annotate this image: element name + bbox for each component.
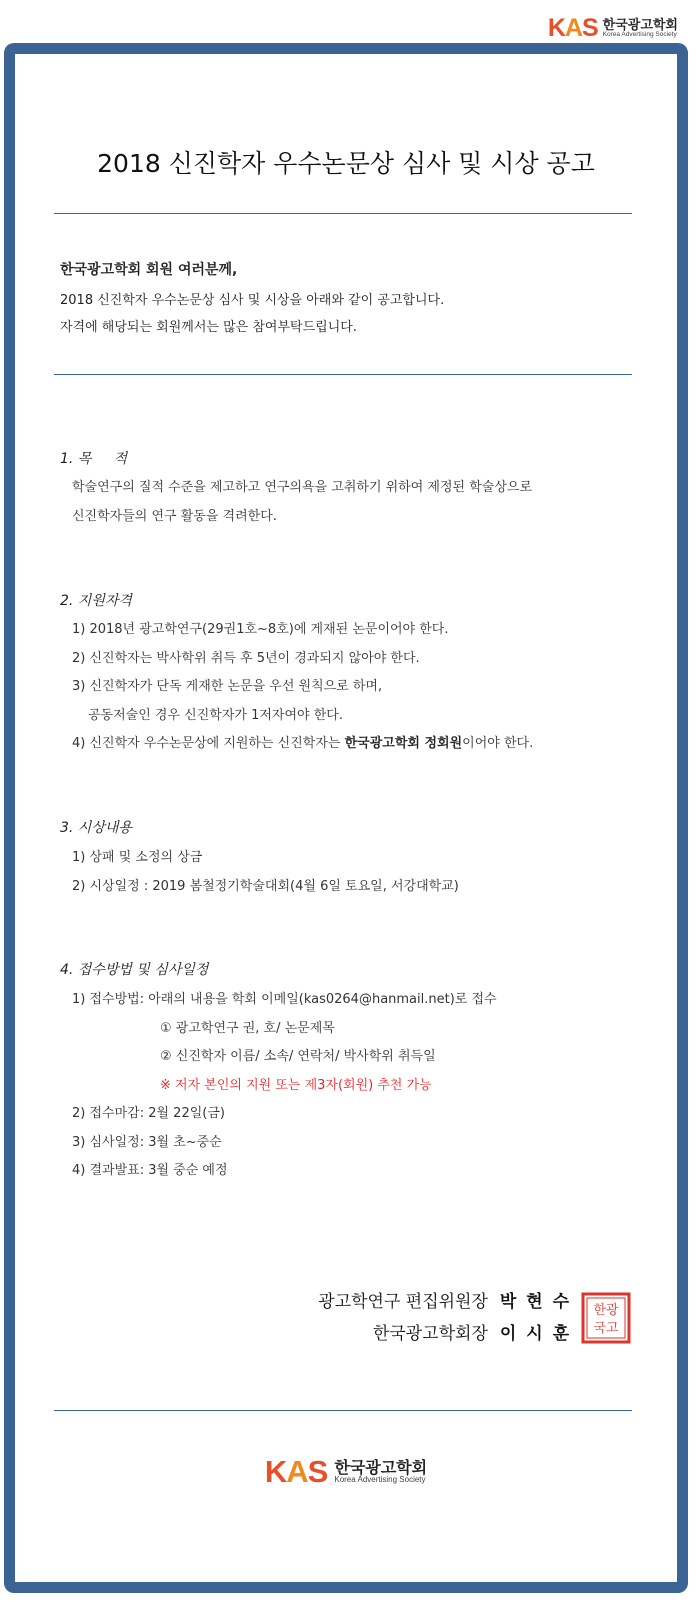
intro-line: 2018 신진학자 우수논문상 심사 및 시상을 아래와 같이 공고합니다. xyxy=(60,293,445,308)
logo-english: Korea Advertising Society xyxy=(602,30,677,38)
kas-logo-mark: KAS xyxy=(547,14,598,42)
section-body-eligibility xyxy=(72,616,533,759)
logo-korean: 한국광고학회 xyxy=(334,1458,428,1477)
section-body-purpose xyxy=(72,474,532,531)
signer-name: 이 시 훈 xyxy=(499,1324,571,1344)
list-item: 2) 접수마감: 2월 22일(금) xyxy=(72,1106,225,1121)
footer-logo xyxy=(15,1454,677,1490)
list-item: 1) 상패 및 소정의 상금 xyxy=(72,850,203,865)
logo-text xyxy=(603,19,678,39)
body-line: 신진학자들의 연구 활동을 격려한다. xyxy=(72,508,277,524)
signature-block xyxy=(318,1286,631,1350)
sub-item: ② 신진학자 이름/ 소속/ 연락처/ 박사학위 취득일 xyxy=(160,1049,436,1064)
section-title-submission: 4. 접수방법 및 심사일정 xyxy=(60,962,209,978)
section-title-eligibility: 2. 지원자격 xyxy=(60,593,132,609)
logo-text xyxy=(334,1460,427,1484)
notice-content xyxy=(15,54,677,1582)
list-item: 3) 신진학자가 단독 게재한 논문을 우선 원칙으로 하며, xyxy=(72,679,383,694)
divider xyxy=(54,213,632,214)
kas-logo-mark: KAS xyxy=(264,1454,328,1489)
sub-item: ① 광고학연구 권, 호/ 논문제목 xyxy=(160,1020,335,1036)
item-text: 이어야 한다. xyxy=(462,736,534,751)
signature-line xyxy=(318,1318,571,1350)
section-body-submission xyxy=(72,986,497,1186)
signer-role: 광고학연구 편집위원장 xyxy=(318,1292,488,1312)
intro-line: 자격에 해당되는 회원께서는 많은 참여부탁드립니다. xyxy=(60,320,357,335)
section-title-award: 3. 시상내용 xyxy=(60,820,132,836)
page-title: 2018 신진학자 우수논문상 심사 및 시상 공고 xyxy=(97,149,595,178)
notice-frame xyxy=(4,43,688,1593)
emphasis-text: 한국광고학회 정회원 xyxy=(344,736,463,751)
logo-korean: 한국광고학회 xyxy=(602,17,678,33)
list-item: 3) 심사일정: 3월 초~중순 xyxy=(72,1134,222,1150)
note: ※ 저자 본인의 지원 또는 제3자(회원) 추천 가능 xyxy=(160,1077,432,1093)
svg-text:국고: 국고 xyxy=(593,1321,619,1336)
item-text: 4) 신진학자 우수논문상에 지원하는 신진학자는 xyxy=(72,736,345,751)
list-item-continued: 공동저술인 경우 신진학자가 1저자여야 한다. xyxy=(88,707,343,723)
intro xyxy=(60,257,444,341)
signer-name: 박 현 수 xyxy=(499,1292,571,1312)
official-seal-stamp xyxy=(581,1292,631,1344)
logo-english: Korea Advertising Society xyxy=(334,1475,426,1484)
signature-lines xyxy=(318,1286,571,1350)
section-body-award xyxy=(72,844,459,901)
greeting: 한국광고학회 회원 여러분께, xyxy=(60,262,238,278)
body-line: 학술연구의 질적 수준을 제고하고 연구의욕을 고취하기 위하여 제정된 학술상으로 xyxy=(72,480,533,495)
signer-role: 한국광고학회장 xyxy=(372,1324,488,1344)
signature-line xyxy=(318,1286,571,1318)
list-item: 1) 접수방법: 아래의 내용을 학회 이메일(kas0264@hanmail.net)로 접수 xyxy=(72,992,497,1007)
list-item: 2) 신진학자는 박사학위 취득 후 5년이 경과되지 않아야 한다. xyxy=(72,650,420,666)
list-item: 4) 결과발표: 3월 중순 예정 xyxy=(72,1163,228,1178)
section-title-purpose: 1. 목 적 xyxy=(60,451,128,467)
svg-text:한광: 한광 xyxy=(593,1303,619,1318)
divider xyxy=(54,374,632,375)
list-item: 2) 시상일정 : 2019 봄철정기학술대회(4월 6일 토요일, 서강대학교) xyxy=(72,878,459,894)
divider xyxy=(54,1410,632,1411)
list-item: 1) 2018년 광고학연구(29권1호~8호)에 게재된 논문이어야 한다. xyxy=(72,622,449,637)
header-logo xyxy=(548,14,678,43)
list-item xyxy=(72,730,533,759)
